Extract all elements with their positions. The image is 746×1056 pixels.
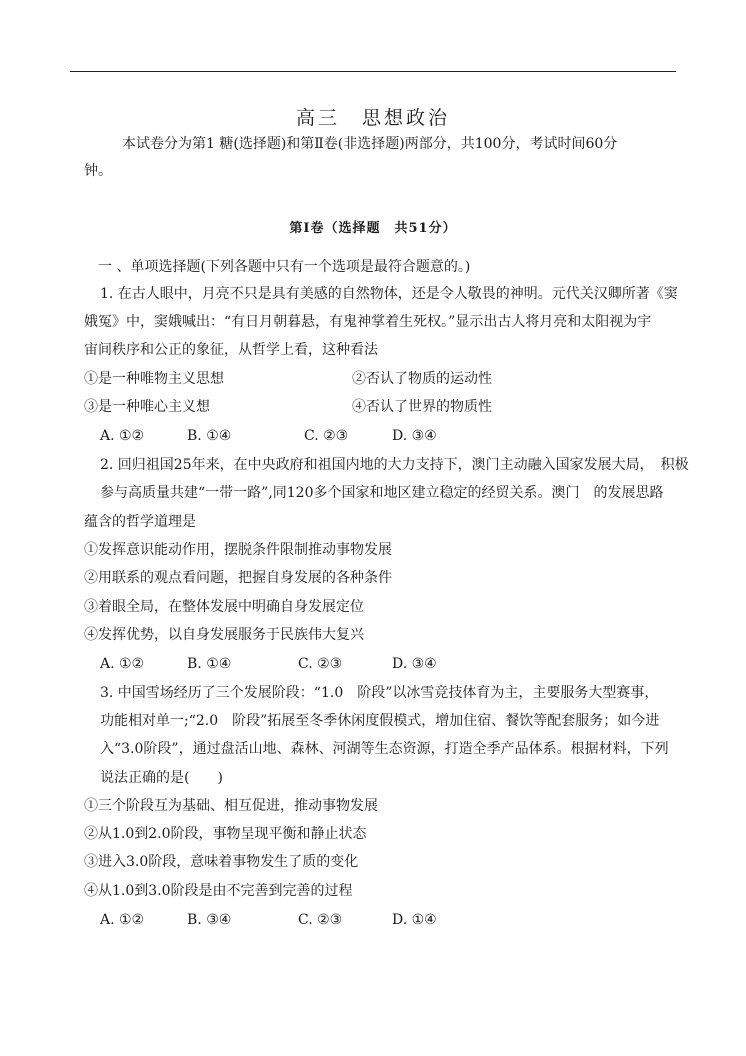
section-heading: 第Ⅰ卷（选择题 共51分） (289, 221, 457, 236)
question-stem-line: 3. 中国雪场经历了三个发展阶段：“1.0 阶段”以冰雪竞技体育为主，主要服务大型赛事， (100, 685, 659, 701)
statement-item: ③着眼全局，在整体发展中明确自身发展定位 (84, 599, 364, 615)
question-stem-line: 2. 回归祖国25年来，在中央政府和祖国内地的大力支持下，澳门主动融入国家发展大局， 积极 (100, 457, 689, 473)
question-stem-line: 娥冤》中，窦娥喊出：“有日月朝暮悬，有鬼神掌着生死权。”显示出古人将月亮和太阳视为宇 (84, 314, 652, 330)
choice-c: C. ②③ (298, 912, 343, 928)
question-stem-line: 蕴含的哲学道理是 (84, 514, 196, 530)
statement-item: ③进入3.0阶段，意味着事物发生了质的变化 (84, 854, 359, 870)
statement-item: ④发挥优势，以自身发展服务于民族伟大复兴 (84, 627, 364, 643)
choice-d: D. ③④ (392, 656, 437, 672)
choice-d: D. ①④ (392, 912, 437, 928)
statement-item: ①三个阶段互为基础、相互促进，推动事物发展 (84, 798, 378, 814)
choice-d: D. ③④ (392, 428, 437, 444)
question-stem-line: 宙间秩序和公正的象征，从哲学上看，这种看法 (84, 342, 378, 358)
choice-b: B. ③④ (187, 912, 232, 928)
choice-a: A. ①② (100, 912, 145, 928)
choice-b: B. ①④ (187, 428, 232, 444)
question-stem-line: 入“3.0阶段”，通过盘活山地、森林、河湖等生态资源，打造全季产品体系。根据材料，下列 (100, 741, 669, 757)
question-stem-line: 参与高质量共建“一带一路”,同120多个国家和地区建立稳定的经贸关系。澳门 的发展思路 (100, 485, 664, 501)
question-stem-line: 说法正确的是( ) (100, 770, 223, 786)
statement-item: ①是一种唯物主义思想 (84, 371, 224, 387)
statement-item: ④从1.0到3.0阶段是由不完善到完善的过程 (84, 883, 353, 899)
page-title: 高三 思想政治 (295, 107, 450, 129)
choice-c: C. ②③ (304, 428, 349, 444)
statement-item: ①发挥意识能动作用，摆脱条件限制推动事物发展 (84, 542, 392, 558)
choice-c: C. ②③ (298, 656, 343, 672)
statement-item: ④否认了世界的物质性 (352, 399, 492, 415)
intro-line-1: 本试卷分为第1 糖(选择题)和第Ⅱ卷(非选择题)两部分，共100分，考试时间60分 (122, 136, 618, 152)
statement-item: ③是一种唯心主义想 (84, 399, 210, 415)
statement-item: ②从1.0到2.0阶段，事物呈现平衡和静止状态 (84, 826, 367, 842)
statement-item: ②用联系的观点看问题，把握自身发展的各种条件 (84, 570, 392, 586)
choice-a: A. ①② (100, 656, 145, 672)
question-stem-line: 1. 在古人眼中，月亮不只是具有美感的自然物体，还是令人敬畏的神明。元代关汉卿所著《窦 (100, 286, 678, 302)
part-heading: 一 、单项选择题(下列各题中只有一个选项是最符合题意的。) (98, 259, 471, 275)
intro-line-2: 钟。 (84, 163, 112, 179)
choice-a: A. ①② (100, 428, 145, 444)
choice-b: B. ①④ (187, 656, 232, 672)
top-rule (70, 71, 676, 72)
question-stem-line: 功能相对单一;“2.0 阶段”拓展至冬季休闲度假模式，增加住宿、餐饮等配套服务；如今进 (100, 713, 660, 729)
statement-item: ②否认了物质的运动性 (352, 371, 492, 387)
